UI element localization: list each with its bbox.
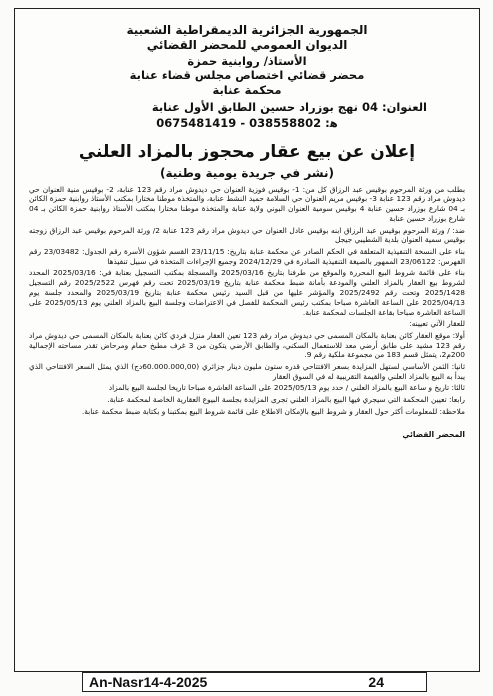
address-line: العنوان: 04 نهج بوزراد حسين الطابق الأول عنابة [151, 99, 427, 114]
conditions-paragraph: بناء على قائمة شروط البيع المحررة والموقع من طرفنا بتاريخ 2025/03/16 والمسجلة بمكتب التسجيل بعنابة في: 2025/03/16 المحدد لشروط بيع العقار بالمزاد العلني والمودعة بأمانة ضبط محكمة عنابة بتاريخ 2025/03/19 تحت رقم فهرس 2025/2522 رقم التسجيل 2025/1428 وتحت رقم 2025/2492 والمؤشر عليها من قبل السيد رئيس محكمة عنابة بتاريخ 2025/03/19 والمحدد جلسة يوم 2025/04/13 على الساعة العاشرة صباحا بمكتب رئيس المحكمة للفصل في الاعتراضات وجلسة البيع بالمزاد العلني يوم 2025/05/13 على الساعة العاشرة صباحا بقاعة الجلسات لمحكمة عنابة. [29, 268, 465, 317]
jurisdiction-line: محضر قضائي اختصاص مجلس قضاء عنابة [129, 68, 365, 83]
legal-notice-frame [14, 8, 480, 672]
phone-line [15, 116, 479, 130]
auction-date-paragraph: ثالثا: تاريخ و ساعة البيع بالمزاد العلني / حدد يوم 2025/05/13 على الساعة العاشرة صباحا تاريخا لجلسة البيع بالمزاد [108, 383, 465, 393]
defendants-paragraph: ضد: / ورثة المرحوم بوقيس عبد الرزاق ابنه بوقيس عادل العنوان حي ديدوش مراد رقم 123 عنابة 2/ ورثة المرحوم بوقيس عبد الرزاق زوجته بوقيس سمية العنوان بلدية الشطيبي جيجل [29, 225, 465, 245]
address-block [15, 100, 479, 115]
newspaper-date: An-Nasr14-4-2025 [89, 674, 208, 690]
page-footer [82, 672, 427, 696]
notice-header [15, 9, 479, 98]
auction-court-paragraph: رابعا: تعيين المحكمة التي سيجري فيها البيع بالمزاد العلني تجرى المزايدة بجلسة البيوع العقارية الخاصة لمحكمة عنابة. [107, 394, 465, 404]
republic-line: الجمهورية الجزائرية الديمقراطية الشعبية [126, 23, 368, 37]
bailiff-name: الأستاذ/ روابنية حمزة [187, 53, 307, 68]
notice-body [15, 180, 479, 417]
notice-subtitle: (نشر في جريدة يومية وطنية) [160, 165, 334, 180]
judgment-paragraph: بناء على النسخة التنفيذية المتعلقة في الحكم الصادر عن محكمة عنابة بتاريخ: 23/11/15 القسم شؤون الأسرة رقم الجدول: 23/03482 رقم الفهرس: 23/06122 الممهور بالصيغة التنفيذية الصادرة في 2024/12/29 وجميع الإجراءات المتخذة في سبيل تنفيذها [29, 246, 465, 266]
footer-box [82, 672, 427, 692]
property-intro: للعقار الآتي تعيينه: [409, 319, 465, 329]
phone-numbers: 0675481419 - 038558802 :ﻫ [156, 115, 338, 130]
note-paragraph: ملاحظة: للمعلومات أكثر حول العقار و شروط البيع بالإمكان الاطلاع على قائمة شروط البيع بمكتبنا و بكتابة ضبط محكمة عنابة. [81, 406, 465, 416]
court-line: محكمة عنابة [212, 83, 282, 98]
page-number: 24 [368, 674, 384, 690]
signature-line: المحضر القضائي [402, 430, 465, 440]
plaintiffs-paragraph: بطلب من ورثة المرحوم بوقيس عبد الرزاق كل من: 1- بوقيس فوزية العنوان حي ديدوش مراد رقم 123 عنابة، 2- بوقيس منية العنوان حي ديدوش مراد رقم 123 عنابة 3- بوقيس مريم العنوان حي السلامة حميد النشط عنابة، والمتخذة موطنا مختارا بمكتب الأستاذ روابنية حمزة الكائن بـ 04 شارع بوزراد حسين عنابة 4 بوقيس سومية العنوان البوني ولاية عنابة والمتخذة موطنا مختارا بمكتب الأستاذ روابنية حمزة الكائن بـ 04 شارع بوزراد حسين عنابة [29, 184, 465, 223]
property-location-paragraph: أولا: موقع العقار كائن بعنابة بالمكان المسمى حي ديدوش مراد رقم 123 تعين العقار منزل فردي كائن بعنابة بالمكان المسمى حي ديدوش مراد رقم 123 مشيد على طابق أرضي معد للاستعمال السكني، والطابق الأرضي يتكون من 3 غرف مطبخ حمام ومرحاض تقدر مساحته الإجمالية 200م2، يتمثل قسم 183 من مجموعة ملكية رقم 9. [29, 330, 466, 360]
office-line: الديوان العمومي للمحضر القضائي [146, 38, 348, 53]
opening-price-paragraph: ثانيا: الثمن الأساسي لستهل المزايدة بسعر الافتتاحي قدره ستون مليون دينار جزائري (60.000.000,00دج) الذي يمثل السعر الافتتاحي الذي يبدأ به البيع بالمزاد العلني والقيمة التقريبية له في السوق العقار [29, 361, 465, 381]
notice-title: إعلان عن بيع عقار محجوز بالمزاد العلني [78, 141, 416, 162]
